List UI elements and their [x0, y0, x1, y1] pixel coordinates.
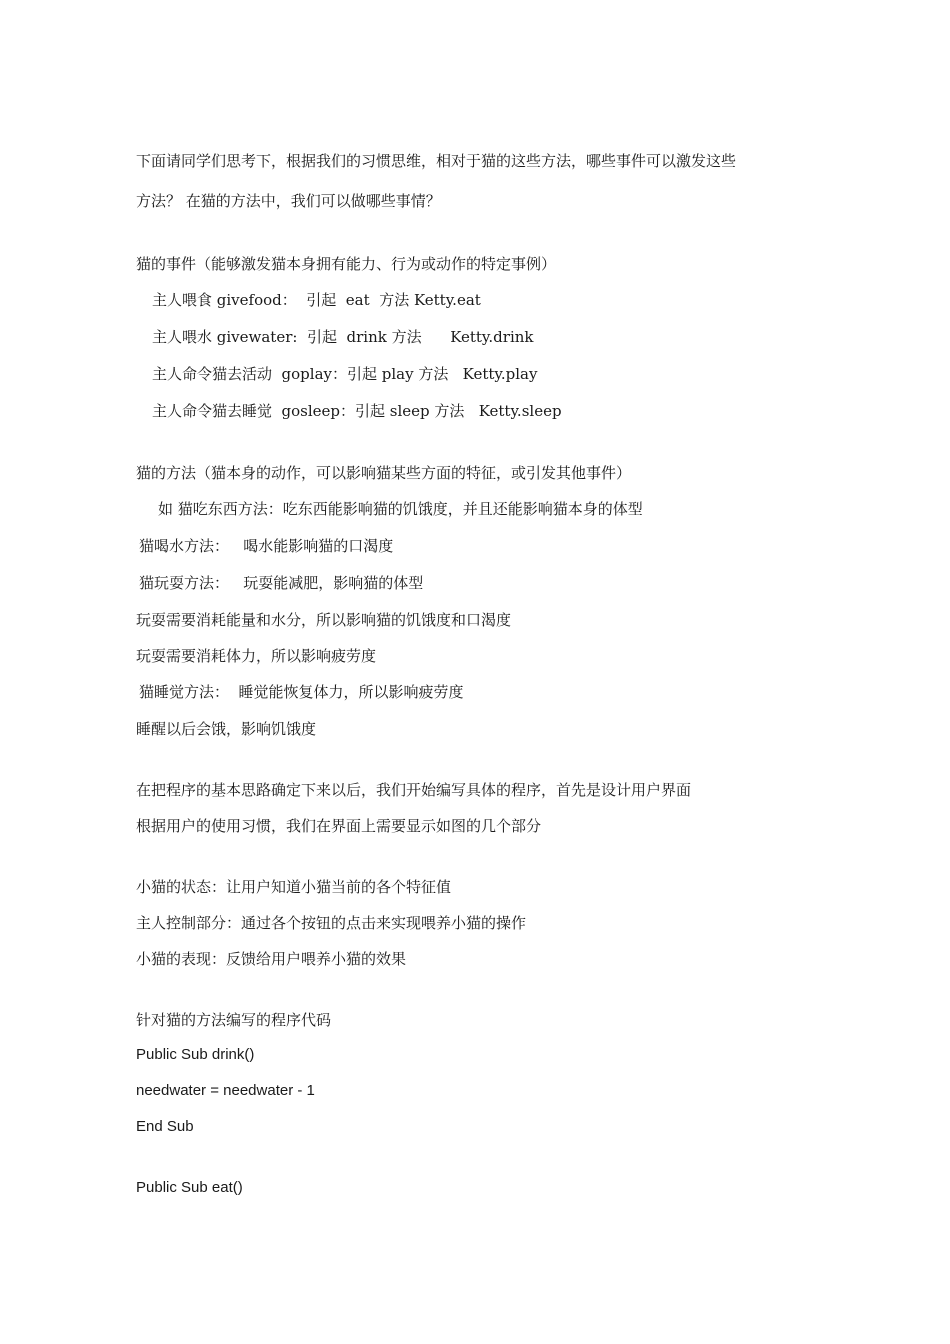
ui-design-line-1: 在把程序的基本思路确定下来以后，我们开始编写具体的程序，首先是设计用户界面 [136, 781, 692, 799]
code-line: Public Sub eat() [136, 1179, 243, 1196]
events-heading: 猫的事件（能够激发猫本身拥有能力、行为或动作的特定事例） [136, 255, 557, 273]
event-item-givewater: 主人喂水 givewater: 引起 drink 方法 Ketty.drink [152, 328, 534, 346]
method-item-eat: 如 猫吃东西方法：吃东西能影响猫的饥饿度，并且还能影响猫本身的体型 [158, 500, 643, 518]
part-item-control: 主人控制部分：通过各个按钮的点击来实现喂养小猫的操作 [136, 914, 527, 932]
code-line: needwater = needwater - 1 [136, 1082, 315, 1099]
part-item-status: 小猫的状态：让用户知道小猫当前的各个特征值 [136, 878, 452, 896]
method-item-drink: 猫喝水方法： 喝水能影响猫的口渴度 [139, 537, 394, 555]
method-note-fatigue: 玩耍需要消耗体力，所以影响疲劳度 [136, 647, 377, 665]
event-item-givefood: 主人喂食 givefood： 引起 eat 方法 Ketty.eat [152, 291, 481, 309]
method-item-play: 猫玩耍方法： 玩耍能减肥，影响猫的体型 [139, 574, 424, 592]
method-note-energy: 玩耍需要消耗能量和水分，所以影响猫的饥饿度和口渴度 [136, 611, 512, 629]
methods-heading: 猫的方法（猫本身的动作，可以影响猫某些方面的特征，或引发其他事件） [136, 464, 632, 482]
ui-design-line-2: 根据用户的使用习惯，我们在界面上需要显示如图的几个部分 [136, 817, 542, 835]
part-item-performance: 小猫的表现：反馈给用户喂养小猫的效果 [136, 950, 407, 968]
event-item-gosleep: 主人命令猫去睡觉 gosleep：引起 sleep 方法 Ketty.sleep [152, 402, 562, 420]
intro-line-2: 方法？ 在猫的方法中，我们可以做哪些事情？ [136, 192, 441, 210]
code-line: Public Sub drink() [136, 1046, 255, 1063]
code-heading: 针对猫的方法编写的程序代码 [136, 1011, 332, 1029]
intro-line-1: 下面请同学们思考下，根据我们的习惯思维，相对于猫的这些方法，哪些事件可以激发这些 [136, 152, 737, 170]
method-item-sleep: 猫睡觉方法： 睡觉能恢复体力，所以影响疲劳度 [139, 683, 464, 701]
code-line: End Sub [136, 1118, 194, 1135]
method-note-hunger: 睡醒以后会饿，影响饥饿度 [136, 720, 317, 738]
event-item-goplay: 主人命令猫去活动 goplay：引起 play 方法 Ketty.play [152, 365, 538, 383]
